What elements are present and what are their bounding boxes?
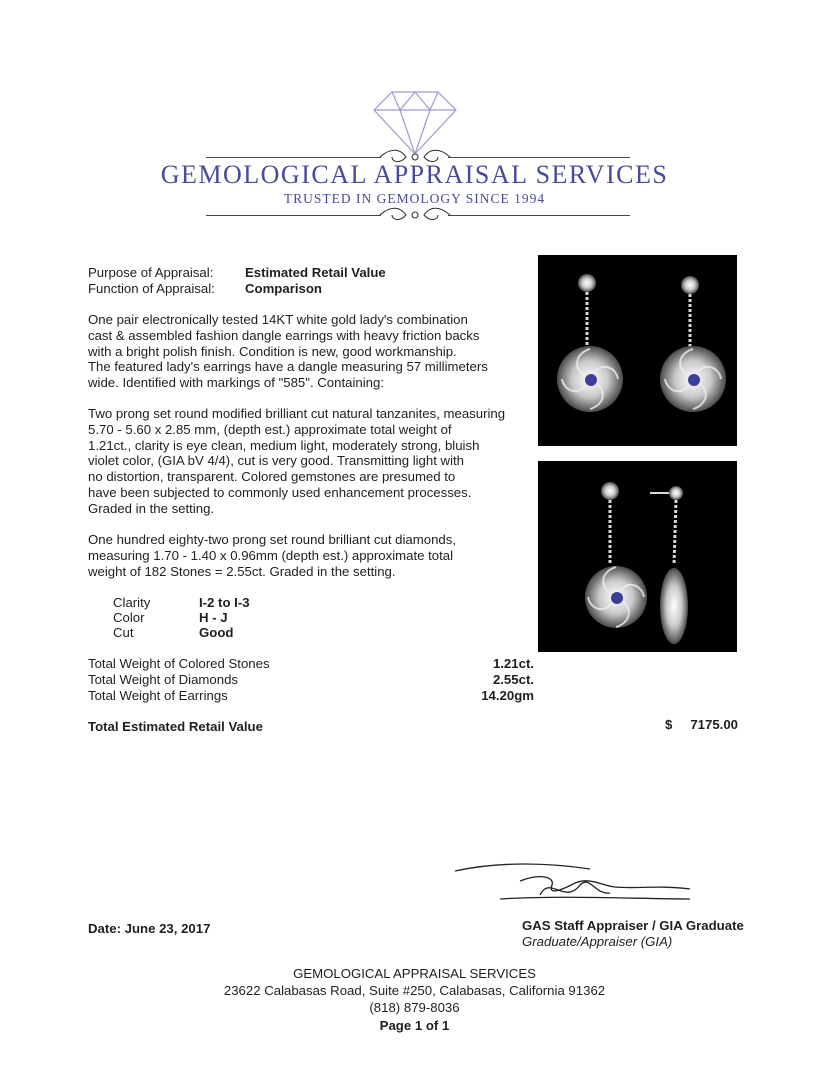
retail-amount: 7175.00 (690, 717, 738, 732)
tanzanite-line: 1.21ct., clarity is eye clean, medium light, moderately strong, bluish (88, 437, 480, 453)
company-name: GEMOLOGICAL APPRAISAL SERVICES (160, 160, 669, 189)
appraiser-title: GAS Staff Appraiser / GIA Graduate (522, 918, 744, 933)
purpose-value: Estimated Retail Value (245, 265, 386, 280)
header-rule-bottom-left (206, 215, 381, 216)
earring-side-icon (538, 461, 737, 652)
header-rule-bottom-right (448, 215, 630, 216)
description-line: The featured lady's earrings have a dangle measuring 57 millimeters (88, 359, 488, 375)
header-rule-top-left (206, 157, 381, 158)
grading-value-color: H - J (199, 610, 228, 625)
grading-label-cut: Cut (113, 625, 134, 640)
footer-address: 23622 Calabasas Road, Suite #250, Calabasas, California 91362 (223, 983, 606, 998)
tanzanite-line: violet color, (GIA bV 4/4), cut is very good. Transmitting light with (88, 453, 465, 469)
purpose-label: Purpose of Appraisal: (88, 265, 214, 280)
footer-phone: (818) 879-8036 (369, 1000, 460, 1015)
tanzanite-line: Two prong set round modified brilliant cut natural tanzanites, measuring (88, 406, 506, 421)
diamond-line: weight of 182 Stones = 2.55ct. Graded in the setting. (88, 563, 396, 579)
earring-front-icon (538, 255, 737, 446)
appraiser-signature (440, 855, 700, 915)
description-line: One pair electronically tested 14KT white gold lady's combination (88, 312, 468, 327)
tanzanite-line: have been subjected to commonly used enhancement processes. (88, 484, 472, 500)
item-description (88, 312, 528, 391)
tanzanite-line: no distortion, transparent. Colored gemstones are presumed to (88, 469, 456, 485)
grading-value-cut: Good (199, 625, 234, 640)
grading-label-color: Color (113, 610, 145, 625)
total-earrings-weight-value: 14.20gm (481, 688, 534, 703)
earring-pair-front-photo (538, 255, 737, 446)
total-diamonds-label: Total Weight of Diamonds (88, 672, 239, 687)
total-colored-stones-value: 1.21ct. (492, 656, 534, 671)
grading-label-clarity: Clarity (113, 595, 151, 610)
footer-company: GEMOLOGICAL APPRAISAL SERVICES (293, 966, 536, 981)
function-value: Comparison (245, 281, 322, 296)
tanzanite-description (88, 406, 528, 517)
retail-currency: $ (665, 717, 673, 732)
grading-value-clarity: I-2 to I-3 (199, 595, 250, 610)
appraiser-subtitle: Graduate/Appraiser (GIA) (522, 934, 673, 949)
description-line: with a bright polish finish. Condition is new, good workmanship. (88, 343, 457, 359)
appraisal-date: Date: June 23, 2017 (88, 921, 211, 936)
total-diamonds-value: 2.55ct. (492, 672, 534, 687)
description-line: wide. Identified with markings of "585". Containing: (88, 375, 384, 391)
earring-pair-side-photo (538, 461, 737, 652)
diamond-line: One hundred eighty-two prong set round brilliant cut diamonds, (88, 532, 457, 547)
description-line: cast & assembled fashion dangle earrings with heavy friction backs (88, 327, 480, 343)
company-tagline: TRUSTED IN GEMOLOGY SINCE 1994 (283, 191, 546, 206)
header-rule-top-right (448, 157, 630, 158)
total-colored-stones-label: Total Weight of Colored Stones (88, 656, 270, 671)
tanzanite-line: 5.70 - 5.60 x 2.85 mm, (depth est.) approximate total weight of (88, 421, 452, 437)
tanzanite-line: Graded in the setting. (88, 500, 215, 516)
diamond-description (88, 532, 528, 579)
function-label: Function of Appraisal: (88, 281, 215, 296)
diamond-line: measuring 1.70 - 1.40 x 0.96mm (depth est.) approximate total (88, 547, 454, 563)
bottom-flourish-icon (370, 206, 460, 224)
retail-value-label: Total Estimated Retail Value (88, 719, 263, 734)
total-earrings-weight-label: Total Weight of Earrings (88, 688, 228, 703)
page-number: Page 1 of 1 (379, 1018, 450, 1033)
